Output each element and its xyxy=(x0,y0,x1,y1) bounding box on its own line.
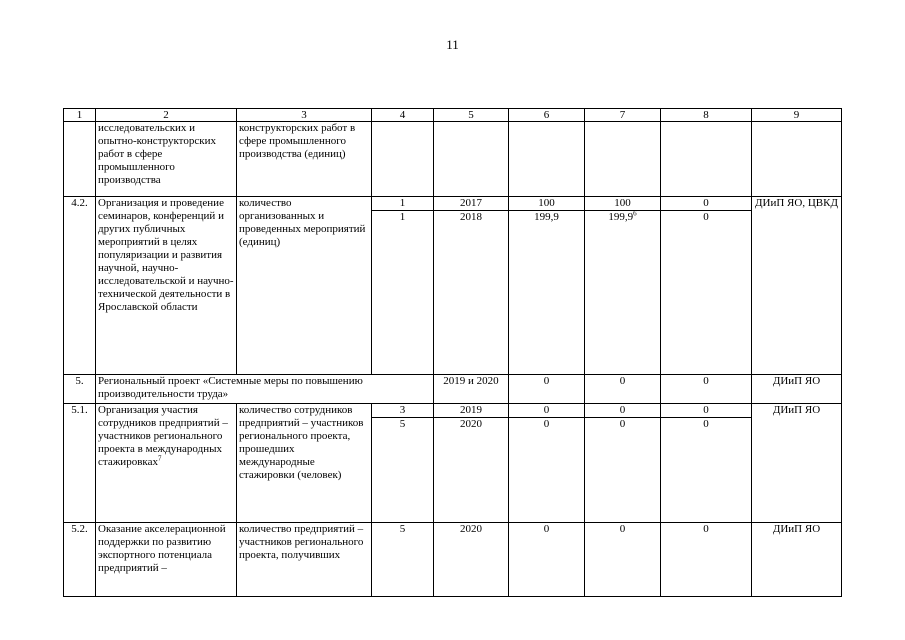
federal-funding-cell: 0 0 xyxy=(661,404,752,523)
page-number: 11 xyxy=(446,37,459,52)
regional-funding-cell: 0 0 xyxy=(585,404,661,523)
row-number xyxy=(64,122,96,197)
project-name: Региональный проект «Системные меры по повышению производительности труда» xyxy=(96,375,434,404)
federal-funding-cell: 0 0 xyxy=(661,197,752,375)
year-cell: 2019 и 2020 xyxy=(434,375,509,404)
table-row-5-2 xyxy=(64,523,842,597)
federal-funding-cell: 0 xyxy=(661,375,752,404)
responsible-cell: ДИиП ЯО xyxy=(752,375,842,404)
target-value-cell: 5 xyxy=(372,523,434,597)
measure-name: Оказание акселерационной поддержки по развитию экспортного потенциала предприятий – xyxy=(96,523,237,597)
program-table xyxy=(63,108,842,597)
regional-funding-cell: 0 xyxy=(585,523,661,597)
table-row-5 xyxy=(64,375,842,404)
footnote-marker: 6 xyxy=(633,209,637,218)
col-header-3: 3 xyxy=(237,109,372,122)
federal-funding-cell: 0 xyxy=(661,523,752,597)
regional-funding-cell: 100 199,9$^6$ xyxy=(585,197,661,375)
target-value-cell: 3 5 xyxy=(372,404,434,523)
row-number: 5.1. xyxy=(64,404,96,523)
funding-cell: 0 0 xyxy=(509,404,585,523)
footnote-marker: 7 xyxy=(157,454,162,463)
indicator-name: количество организованных и проведенных мероприятий (единиц) xyxy=(237,197,372,375)
responsible-cell: ДИиП ЯО, ЦВКД xyxy=(752,197,842,375)
row-number: 5.2. xyxy=(64,523,96,597)
table-row-4-2 xyxy=(64,197,842,375)
indicator-name: конструкторских работ в сфере промышленного производства (единиц) xyxy=(237,122,372,197)
funding-cell: 0 xyxy=(509,375,585,404)
col-header-9: 9 xyxy=(752,109,842,122)
funding-cell: 0 xyxy=(509,523,585,597)
regional-funding-cell: 0 xyxy=(585,375,661,404)
table-row-continued xyxy=(64,122,842,197)
target-value-cell: 1 1 xyxy=(372,197,434,375)
header-row xyxy=(64,109,842,122)
funding-cell: 100 199,9 xyxy=(509,197,585,375)
year-cell: 2020 xyxy=(434,523,509,597)
col-header-5: 5 xyxy=(434,109,509,122)
table-row-5-1 xyxy=(64,404,842,523)
col-header-2: 2 xyxy=(96,109,237,122)
measure-name: исследовательских и опытно-конструкторских работ в сфере промышленного производства xyxy=(96,122,237,197)
col-header-4: 4 xyxy=(372,109,434,122)
col-header-1: 1 xyxy=(64,109,96,122)
col-header-7: 7 xyxy=(585,109,661,122)
year-cell: 2019 2020 xyxy=(434,404,509,523)
measure-name: Организация участия сотрудников предприятий – участников регионального проекта в международных стажировках$^7$ xyxy=(96,404,237,523)
col-header-8: 8 xyxy=(661,109,752,122)
col-header-6: 6 xyxy=(509,109,585,122)
row-number: 5. xyxy=(64,375,96,404)
responsible-cell: ДИиП ЯО xyxy=(752,404,842,523)
responsible-cell: ДИиП ЯО xyxy=(752,523,842,597)
indicator-name: количество предприятий – участников регионального проекта, получивших xyxy=(237,523,372,597)
measure-name: Организация и проведение семинаров, конференций и других публичных мероприятий в целях популяризации и развития научной, научно-исследовательской и научно-технической деятельности в Ярославской области xyxy=(96,197,237,375)
year-cell: 2017 2018 xyxy=(434,197,509,375)
indicator-name: количество сотрудников предприятий – участников регионального проекта, прошедших международные стажировки (человек) xyxy=(237,404,372,523)
row-number: 4.2. xyxy=(64,197,96,375)
